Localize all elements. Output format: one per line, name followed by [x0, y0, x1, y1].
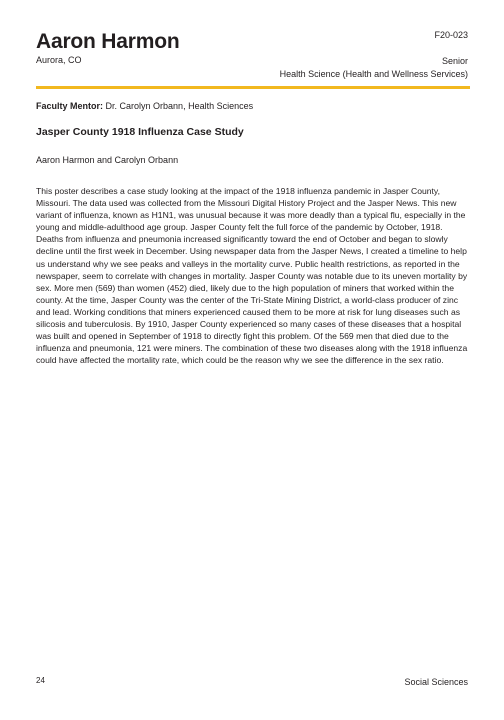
abstract-body: This poster describes a case study looking at the impact of the 1918 influenza pandemic in Jasper County, Missouri. The data used was collected from the Missouri Digital History Project and the Jasper News. This new variant of influenza, known as H1N1, was unusual because it was more deadly than a typical flu, especially in the young and middle-adulthood age group. Jasper County felt the full force of the pandemic by October, 1918. Deaths from influenza and pneumonia increased significantly toward the end of October and began to slowly decline until the first week in December. Using newspaper data from the Jasper News, I created a timeline to help us understand why we see peaks and valleys in the mortality curve. Public health restrictions, as reported in the newspaper, seem to correlate with changes in mortality. Jasper County was notable due to its uneven mortality by sex. More men (569) than women (452) died, likely due to the high population of miners that worked within the county. At the time, Jasper County was the center of the Tri-State Mining District, a world-class producer of zinc and lead. Working conditions that miners experienced caused them to be more at risk for lung diseases such as silicosis and tuberculosis. By 1910, Jasper County experienced so many cases of these diseases that a hospital was built and opened in September of 1918 to directly fight this problem. Of the 569 men that died due to the influenza and pneumonia, 121 were miners. The combination of these two diseases along with the 1918 influenza could have affected the mortality rate, which could be the reason why we see the difference in the sex ratio.	[36, 186, 468, 366]
mentor-label: Faculty Mentor:	[36, 101, 104, 111]
abstract-title: Jasper County 1918 Influenza Case Study	[36, 126, 244, 138]
section-name: Social Sciences	[404, 677, 468, 687]
header-info	[280, 29, 468, 81]
mentor-value: Dr. Carolyn Orbann, Health Sciences	[105, 101, 254, 111]
faculty-mentor	[36, 101, 253, 111]
author-name: Aaron Harmon	[36, 30, 180, 53]
abstract-authors: Aaron Harmon and Carolyn Orbann	[36, 155, 179, 165]
author-location: Aurora, CO	[36, 55, 82, 65]
poster-code: F20-023	[434, 30, 468, 40]
header-divider	[36, 86, 470, 89]
major: Health Science (Health and Wellness Services)	[279, 69, 468, 79]
class-year: Senior	[441, 56, 468, 66]
page-number: 24	[36, 676, 45, 685]
